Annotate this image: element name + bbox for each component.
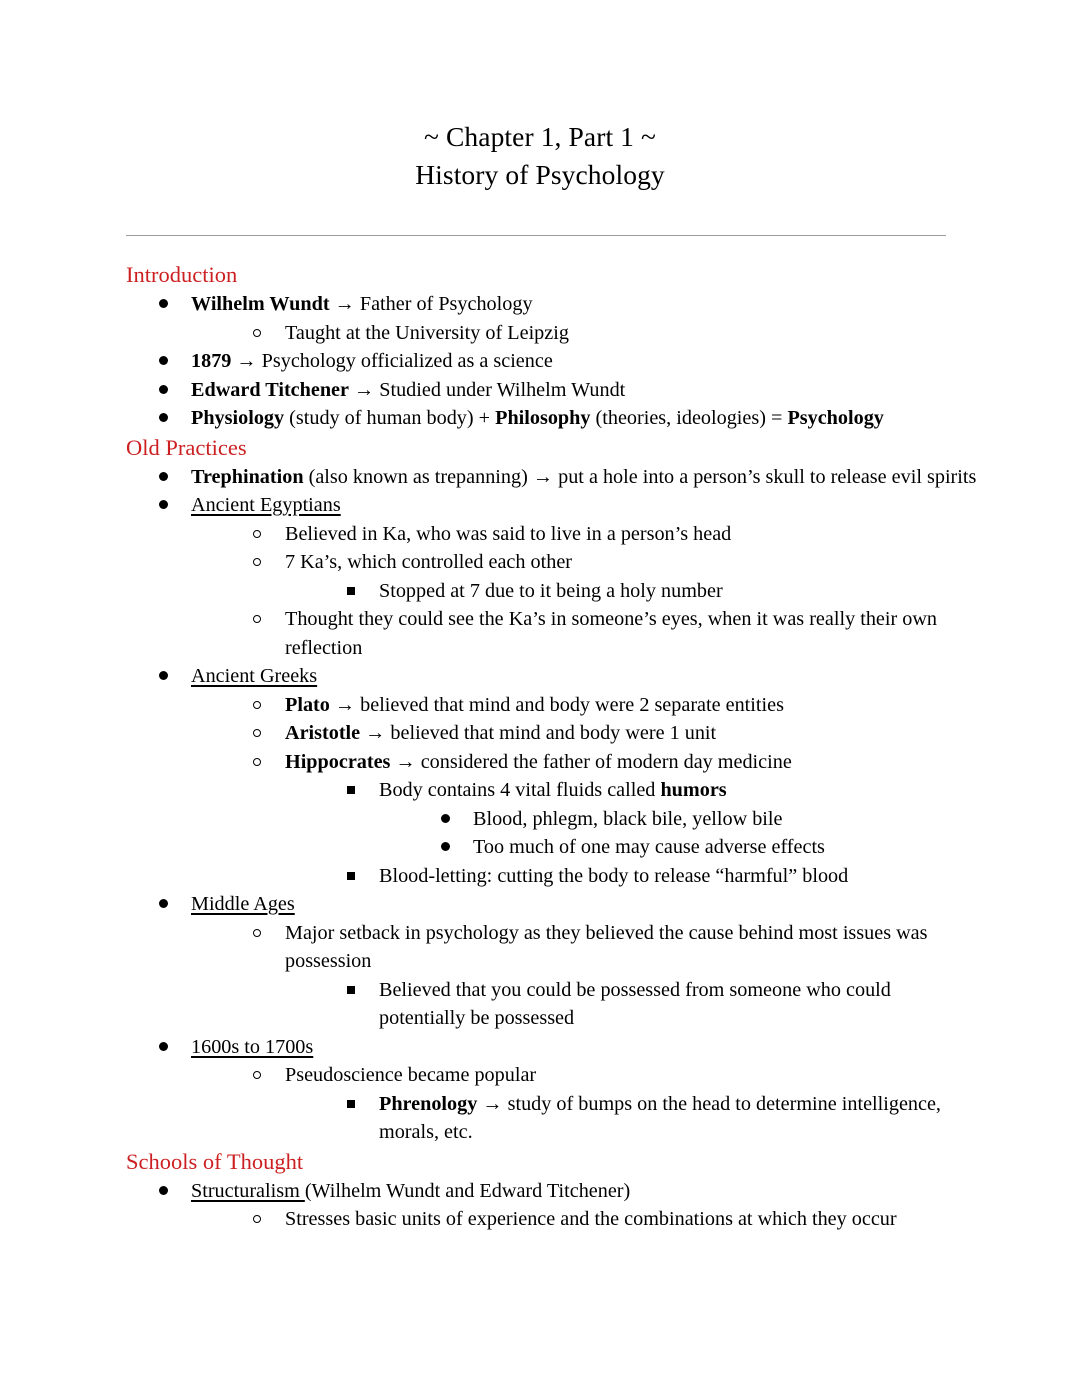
list-item-text (379, 776, 980, 805)
disc-bullet-icon (159, 347, 181, 376)
circle-bullet-icon (253, 919, 275, 948)
text-run: → believed that mind and body were 2 separate entities (329, 693, 784, 716)
list-item (253, 548, 980, 605)
list-item (159, 347, 980, 376)
list-item (347, 776, 980, 862)
disc-bullet-icon (159, 1033, 181, 1062)
circle-bullet-icon (253, 319, 275, 348)
list-item (159, 290, 980, 347)
text-run: (Wilhelm Wundt and Edward Titchener) (304, 1179, 631, 1202)
circle-bullet-icon (253, 605, 275, 634)
title-line-chapter: ~ Chapter 1, Part 1 ~ (424, 121, 656, 152)
circle-bullet-icon (253, 691, 275, 720)
disc-bullet-icon (159, 376, 181, 405)
text-run: Wilhelm Wundt (191, 293, 330, 315)
circle-bullet-icon (253, 719, 275, 748)
text-run: Edward Titchener (191, 378, 349, 401)
list-item (159, 1177, 980, 1234)
disc-bullet-icon (159, 662, 181, 691)
text-run: Aristotle (285, 722, 361, 744)
disc-bullet-icon (159, 290, 181, 319)
list-item (441, 833, 980, 862)
horizontal-rule (126, 235, 946, 236)
bullet-list-level-2 (253, 919, 980, 1033)
text-run: Blood-letting: cutting the body to release “harmful” blood (379, 864, 849, 887)
list-item-text (191, 491, 980, 520)
disc-bullet-icon (159, 1177, 181, 1206)
bullet-list-level-3 (347, 1090, 980, 1147)
circle-bullet-icon (253, 1205, 275, 1234)
text-run: Taught at the University of Leipzig (285, 321, 569, 344)
bullet-list-level-2 (253, 1205, 980, 1234)
list-item (253, 691, 980, 720)
disc-bullet-icon (159, 463, 181, 492)
text-run: (study of human body) + (284, 407, 496, 429)
list-item-text (379, 862, 980, 891)
list-item (159, 890, 980, 1033)
list-item-text (285, 691, 980, 720)
text-run: (also known as trepanning) → put a hole into a person’s skull to release evil spirits (303, 465, 977, 488)
text-run: Phrenology (379, 1092, 478, 1115)
list-item-text (473, 805, 980, 834)
list-item-text (191, 347, 980, 376)
text-run: 7 Ka’s, which controlled each other (285, 551, 573, 573)
text-run: Hippocrates (285, 750, 391, 773)
bullet-list-level-4 (441, 805, 980, 862)
list-item-text (285, 919, 980, 976)
text-run: → considered the father of modern day medicine (390, 750, 792, 773)
list-item (253, 520, 980, 549)
list-item (159, 463, 980, 492)
list-item-text (191, 404, 980, 433)
disc-bullet-icon (159, 890, 181, 919)
disc-bullet-icon (441, 805, 463, 834)
text-run: Trephination (191, 465, 304, 488)
list-item-text (191, 890, 980, 919)
text-run: Believed that you could be possessed from someone who could potentially be possessed (379, 978, 891, 1029)
text-run: Believed in Ka, who was said to live in a person’s head (285, 522, 732, 545)
bullet-list-level-2 (253, 319, 980, 348)
list-item (347, 1090, 980, 1147)
list-item-text (285, 548, 980, 577)
text-run: → Psychology officialized as a science (231, 350, 553, 372)
list-item (253, 719, 980, 748)
title-line-subject: History of Psychology (415, 159, 665, 190)
text-run: Ancient Greeks (191, 665, 318, 687)
bullet-list-level-1 (159, 1177, 980, 1234)
list-item (347, 976, 980, 1033)
text-run: Structuralism (191, 1179, 305, 1202)
bullet-list-level-3 (347, 577, 980, 606)
text-run: Psychology (787, 407, 884, 429)
list-item-text (191, 1177, 980, 1206)
text-run: Thought they could see the Ka’s in someone’s eyes, when it was really their own reflection (285, 608, 938, 659)
text-run: → believed that mind and body were 1 unit (360, 722, 717, 744)
list-item (253, 1061, 980, 1147)
circle-bullet-icon (253, 548, 275, 577)
list-item (441, 805, 980, 834)
section-heading: Schools of Thought (126, 1148, 304, 1174)
square-bullet-icon (347, 976, 369, 1005)
list-item (253, 1205, 980, 1234)
document-title (0, 118, 1080, 194)
bullet-list-level-1 (159, 290, 980, 433)
circle-bullet-icon (253, 1061, 275, 1090)
list-item-text (379, 1090, 980, 1147)
list-item-text (191, 463, 980, 492)
list-item (159, 376, 980, 405)
list-item-text (191, 662, 980, 691)
square-bullet-icon (347, 776, 369, 805)
notes-content (0, 260, 1080, 1234)
text-run: Stopped at 7 due to it being a holy number (379, 579, 723, 602)
disc-bullet-icon (159, 404, 181, 433)
list-item (253, 919, 980, 1033)
list-item-text (191, 1033, 980, 1062)
list-item (347, 577, 980, 606)
title-divider (0, 235, 1080, 236)
section-heading: Introduction (126, 262, 238, 287)
text-run: 1879 (191, 350, 232, 372)
text-run: → Father of Psychology (329, 293, 533, 315)
list-item-text (285, 748, 980, 777)
text-run: → Studied under Wilhelm Wundt (348, 378, 626, 401)
square-bullet-icon (347, 862, 369, 891)
text-run: 1600s to 1700s (191, 1035, 314, 1058)
list-item-text (285, 1061, 980, 1090)
circle-bullet-icon (253, 748, 275, 777)
list-item (159, 662, 980, 890)
text-run: Body contains 4 vital fluids called (379, 779, 661, 801)
bullet-list-level-3 (347, 776, 980, 890)
text-run: Blood, phlegm, black bile, yellow bile (473, 807, 783, 830)
list-item-text (285, 520, 980, 549)
text-run: Major setback in psychology as they believed the cause behind most issues was possession (285, 921, 928, 972)
disc-bullet-icon (159, 491, 181, 520)
text-run: Too much of one may cause adverse effects (473, 836, 825, 858)
text-run: Stresses basic units of experience and the combinations at which they occur (285, 1208, 897, 1230)
list-item-text (285, 1205, 980, 1234)
list-item-text (285, 719, 980, 748)
text-run: Middle Ages (191, 893, 295, 915)
text-run: Ancient Egyptians (191, 494, 341, 516)
square-bullet-icon (347, 1090, 369, 1119)
list-item-text (379, 976, 980, 1033)
square-bullet-icon (347, 577, 369, 606)
bullet-list-level-2 (253, 691, 980, 891)
list-item-text (191, 376, 980, 405)
bullet-list-level-1 (159, 463, 980, 1147)
disc-bullet-icon (441, 833, 463, 862)
section-heading: Old Practices (126, 434, 247, 460)
bullet-list-level-2 (253, 520, 980, 663)
list-item (159, 491, 980, 662)
list-item (159, 404, 980, 433)
list-item (159, 1033, 980, 1147)
text-run: Physiology (191, 407, 285, 429)
list-item-text (191, 290, 980, 319)
text-run: humors (660, 779, 727, 801)
text-run: Philosophy (495, 407, 591, 429)
list-item (253, 319, 980, 348)
list-item (253, 748, 980, 891)
bullet-list-level-2 (253, 1061, 980, 1147)
list-item (347, 862, 980, 891)
circle-bullet-icon (253, 520, 275, 549)
text-run: Pseudoscience became popular (285, 1064, 537, 1086)
list-item-text (285, 319, 980, 348)
text-run: (theories, ideologies) = (590, 407, 788, 429)
text-run: Plato (285, 693, 330, 716)
text-run: → study of bumps on the head to determine intelligence, morals, etc. (379, 1092, 941, 1143)
bullet-list-level-3 (347, 976, 980, 1033)
list-item (253, 605, 980, 662)
list-item-text (473, 833, 980, 862)
list-item-text (379, 577, 980, 606)
list-item-text (285, 605, 980, 662)
